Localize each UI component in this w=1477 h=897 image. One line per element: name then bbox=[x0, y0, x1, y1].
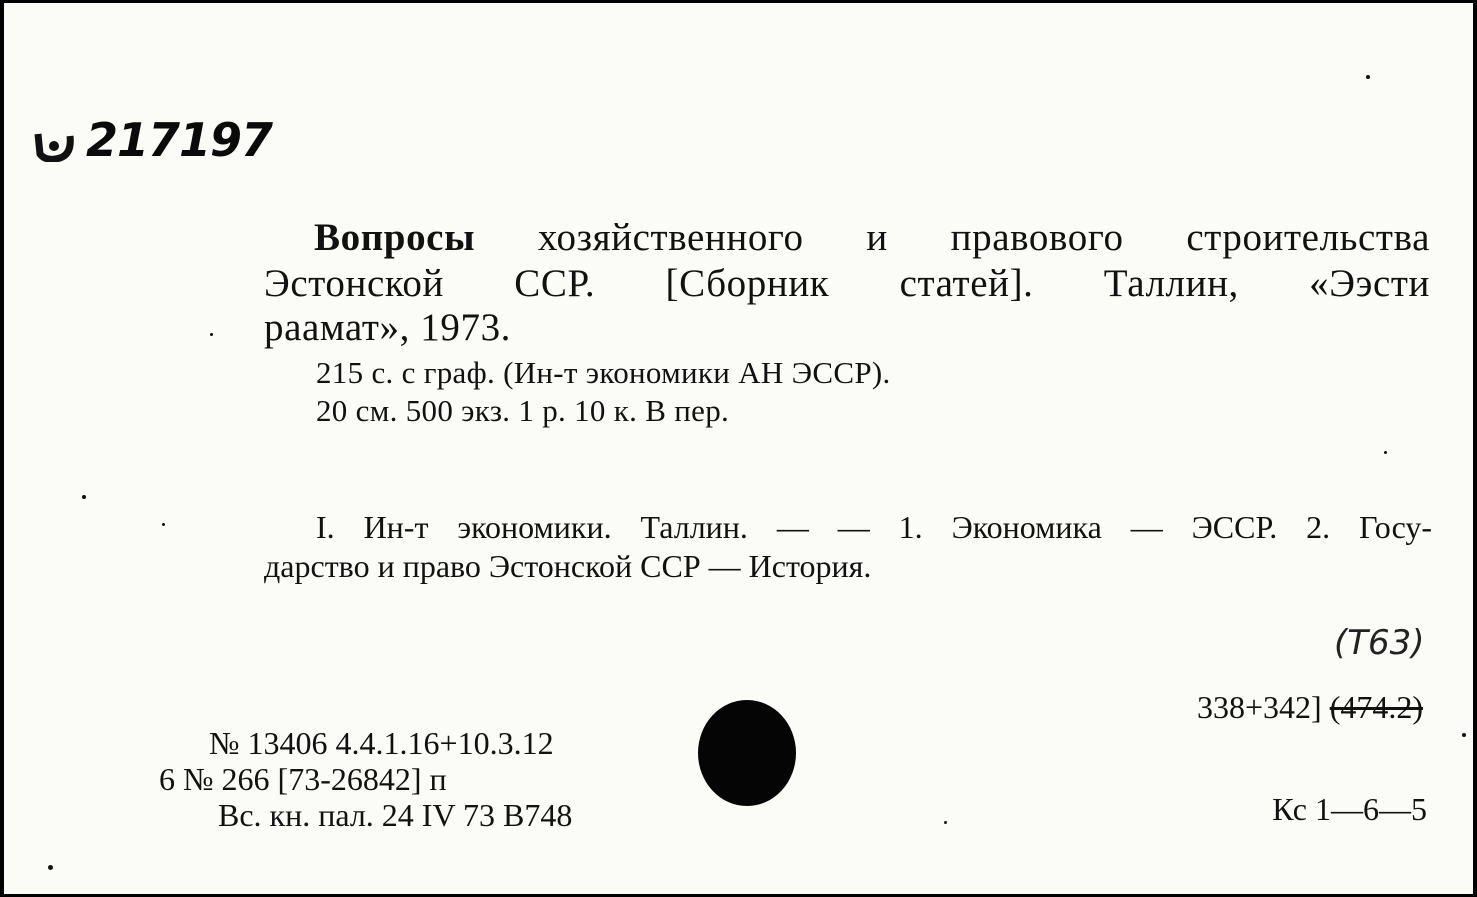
subject-headings-line-2: дарство и право Эстонской ССР — История. bbox=[264, 548, 872, 584]
dust-speck bbox=[162, 523, 165, 526]
title-line-2: Эстонской ССР. [Сборник статей]. Таллин, «Ээсти bbox=[264, 262, 1430, 305]
classification-main: 338+342] bbox=[1196, 689, 1322, 725]
imprint-line-1: № 13406 4.4.1.16+10.3.12 bbox=[209, 725, 554, 761]
dust-speck bbox=[82, 495, 86, 499]
punch-hole bbox=[698, 700, 796, 806]
dust-speck bbox=[944, 821, 947, 824]
classification-index bbox=[1197, 689, 1423, 726]
dust-speck bbox=[1462, 733, 1466, 737]
dust-speck bbox=[1384, 451, 1387, 454]
library-stamp-icon bbox=[34, 128, 76, 162]
inventory-number bbox=[34, 113, 272, 167]
imprint-line-3: Вс. кн. пал. 24 IV 73 В748 bbox=[218, 797, 573, 833]
handwritten-classification: (T63) bbox=[1334, 623, 1425, 663]
dust-speck bbox=[1366, 75, 1370, 79]
dust-speck bbox=[210, 333, 213, 336]
classification-old-crossed: (474.2) bbox=[1329, 689, 1423, 725]
inventory-number-text: 217197 bbox=[86, 113, 273, 167]
imprint-line-2: 6 № 266 [73-26842] п bbox=[159, 761, 447, 797]
price-code: Кс 1—6—5 bbox=[1272, 791, 1427, 827]
subject-headings-line-1: I. Ин-т экономики. Таллин. — — 1. Экономика — ЭССР. 2. Госу- bbox=[316, 509, 1432, 545]
title-line-3: раамат», 1973. bbox=[264, 306, 512, 349]
dust-speck bbox=[48, 865, 53, 870]
collation-line-2: 20 см. 500 экз. 1 р. 10 к. В пер. bbox=[316, 393, 730, 428]
title-line-1 bbox=[314, 215, 1430, 260]
collation-line-1: 215 с. с граф. (Ин-т экономики АН ЭССР). bbox=[316, 355, 891, 390]
title-lead-word: Вопросы bbox=[314, 216, 476, 259]
title-line-1-rest: хозяйственного и правового строительства bbox=[537, 216, 1430, 259]
